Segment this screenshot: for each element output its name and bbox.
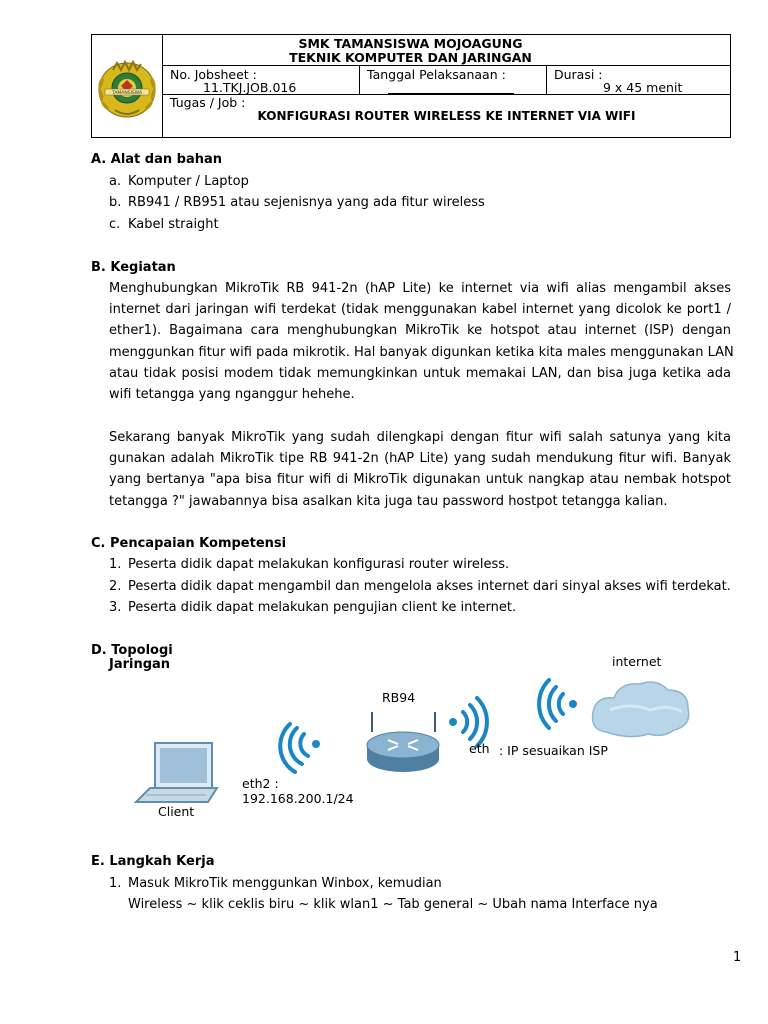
paragraph-line: yang bertanya "apa bisa fitur wifi di MikroTik digunakan untuk nangkap atau nembak hotspot: [109, 472, 731, 487]
wifi-signal-icon: [449, 698, 487, 746]
list-text: Kabel straight: [128, 217, 219, 232]
router-icon: [367, 712, 439, 772]
tanggal-label: Tanggal Pelaksanaan :: [367, 67, 506, 82]
durasi-value: 9 x 45 menit: [603, 80, 683, 95]
list-item: [109, 174, 249, 189]
eth2-ip: 192.168.200.1/24: [242, 791, 354, 806]
school-name: SMK TAMANSISWA MOJOAGUNG: [298, 36, 523, 51]
durasi-cell: [547, 66, 730, 94]
list-text: Masuk MikroTik menggunkan Winbox, kemudian: [128, 876, 442, 891]
wifi-signal-icon: [280, 724, 320, 772]
list-text: Peserta didik dapat melakukan pengujian client ke internet.: [128, 600, 517, 615]
header-info-row: [163, 66, 730, 95]
list-text: Komputer / Laptop: [128, 174, 249, 189]
paragraph-line: Sekarang banyak MikroTik yang sudah dilengkapi dengan fitur wifi salah satunya yang kita: [109, 430, 731, 445]
list-item: [109, 579, 731, 594]
list-item: [109, 876, 442, 891]
jobsheet-label: No. Jobsheet :: [170, 67, 257, 82]
paragraph-line: ether1). Bagaimana cara menghubungkan MikroTik ke hotspot atau internet (ISP) dengan: [109, 323, 731, 338]
internet-label: internet: [612, 654, 662, 669]
eth2-label: eth2 :: [242, 776, 279, 791]
paragraph-line: internet dari jaringan wifi terdekat (tidak menggunakan kabel internet yang dicolok ke port1 /: [109, 302, 731, 317]
wifi-signal-icon: [539, 680, 577, 728]
header-title-cell: [163, 35, 730, 66]
paragraph-line: gunakan adalah MikroTik tipe RB 941-2n (hAP Lite) yang sudah mendukung fitur wifi. Banyak: [109, 451, 731, 466]
section-e-title: E. Langkah Kerja: [91, 854, 215, 869]
internet-cloud-icon: [593, 682, 689, 737]
list-item: [109, 217, 219, 232]
list-marker: b.: [109, 195, 122, 210]
laptop-icon: [136, 743, 217, 802]
durasi-label: Durasi :: [554, 67, 603, 82]
page-number: 1: [733, 950, 742, 965]
list-marker: 2.: [109, 579, 122, 594]
section-d-title: D. Topologi: [91, 643, 173, 658]
paragraph-line: tetangga ?" jawabannya bisa asalkan kita juga tau password hostpot tetangga kalian.: [109, 494, 668, 509]
list-text: Peserta didik dapat mengambil dan mengelola akses internet dari sinyal akses wifi terdekat.: [128, 579, 731, 594]
tugas-label: Tugas / Job :: [170, 95, 246, 110]
department-name: TEKNIK KOMPUTER DAN JARINGAN: [289, 50, 532, 65]
tanggal-blank: [388, 93, 514, 94]
logo-text: TAMANSISWA: [111, 91, 143, 96]
client-label: Client: [158, 804, 195, 819]
eth-note: : IP sesuaikan ISP: [499, 743, 608, 758]
section-d-title-line2: Jaringan: [109, 657, 171, 672]
eth-label: eth: [469, 741, 490, 756]
section-a-title: A. Alat dan bahan: [91, 152, 223, 167]
step-continuation: Wireless ~ klik ceklis biru ~ klik wlan1 ~ Tab general ~ Ubah nama Interface nya: [128, 897, 658, 912]
header-table: [91, 34, 731, 138]
tugas-value: KONFIGURASI ROUTER WIRELESS KE INTERNET VIA WIFI: [257, 109, 636, 123]
list-marker: 3.: [109, 600, 122, 615]
list-item: [109, 195, 485, 210]
paragraph-line: menggunkan fitur wifi pada mikrotik. Hal banyak digunkan ketika kita males menggunakan LAN: [109, 345, 734, 360]
paragraph-line: wifi tetangga yang nganggur hehehe.: [109, 387, 355, 402]
list-marker: 1.: [109, 557, 122, 572]
jobsheet-cell: [163, 66, 360, 94]
list-item: [109, 557, 509, 572]
tugas-row: [163, 95, 730, 137]
list-text: RB941 / RB951 atau sejenisnya yang ada fitur wireless: [128, 195, 485, 210]
paragraph-line: Menghubungkan MikroTik RB 941-2n (hAP Lite) ke internet via wifi alias mengambil akses: [109, 281, 731, 296]
router-label: RB94: [382, 690, 416, 705]
section-c-title: C. Pencapaian Kompetensi: [91, 536, 287, 551]
paragraph-line: atau tidak posisi modem tidak memungkinkan untuk memakai LAN, dan bisa juga ketika ada: [109, 366, 731, 381]
network-topology-diagram: [0, 640, 768, 830]
list-marker: a.: [109, 174, 122, 189]
section-b-title: B. Kegiatan: [91, 260, 176, 275]
list-marker: c.: [109, 217, 121, 232]
tanggal-cell: [360, 66, 547, 94]
jobsheet-value: 11.TKJ.JOB.016: [203, 80, 297, 95]
list-text: Peserta didik dapat melakukan konfigurasi router wireless.: [128, 557, 510, 572]
list-marker: 1.: [109, 876, 122, 891]
list-item: [109, 600, 516, 615]
